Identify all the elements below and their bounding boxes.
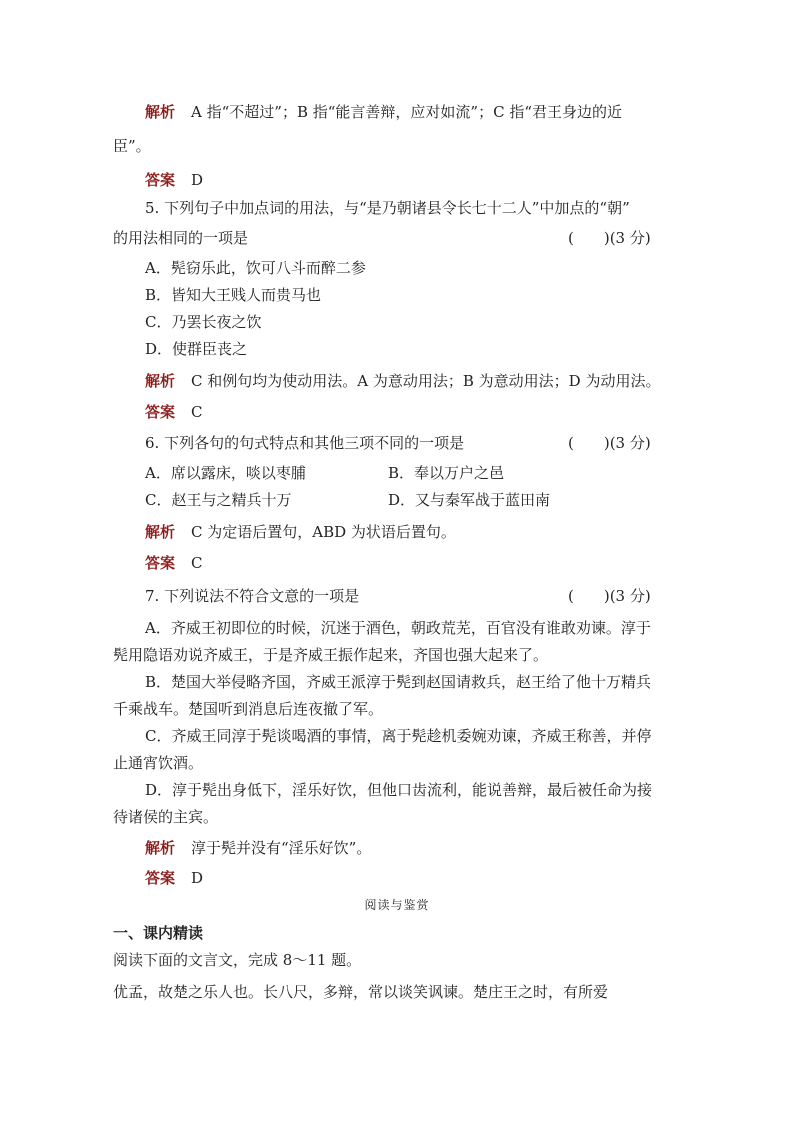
question-7-option-d-line1: D．淳于髡出身低下，淫乐好饮，但他口齿流利，能说善辩，最后被任命为接	[145, 781, 653, 799]
answer-value: D	[191, 869, 204, 887]
part-title: 一、课内精读	[113, 924, 204, 942]
question-5-stem-line2: 的用法相同的一项是	[113, 229, 249, 247]
answer-value: D	[191, 171, 204, 189]
analysis-label: 解析	[145, 523, 176, 541]
question-6-analysis	[145, 522, 456, 542]
answer-label: 答案	[145, 554, 176, 572]
answer-value: C	[191, 403, 203, 421]
question-5-option-d: D．使群臣丧之	[145, 340, 248, 358]
question-5-analysis	[145, 371, 660, 391]
analysis-text: 淳于髡并没有“淫乐好饮”。	[191, 839, 372, 857]
question-5-option-b: B．皆知大王贱人而贵马也	[145, 286, 322, 304]
question-6-score: ( )(3 分)	[568, 434, 651, 452]
analysis-line	[145, 102, 622, 122]
question-6-answer	[145, 553, 203, 573]
question-5-option-c: C．乃罢长夜之饮	[145, 313, 262, 331]
analysis-text: C 和例句均为使动用法。A 为意动用法；B 为意动用法；D 为动用法。	[191, 372, 661, 390]
question-7-answer	[145, 868, 203, 888]
answer-label: 答案	[145, 171, 176, 189]
question-7-stem: 7. 下列说法不符合文意的一项是	[145, 587, 360, 605]
question-5-option-a: A．髡窃乐此，饮可八斗而醉二参	[145, 259, 366, 277]
question-5-stem-line1: 5. 下列句子中加点词的用法，与“是乃朝诸县令长七十二人”中加点的“朝”	[145, 199, 630, 217]
question-6-option-d: D．又与秦军战于蓝田南	[388, 491, 551, 509]
analysis-label: 解析	[145, 372, 176, 390]
analysis-text: A 指“不超过”；B 指“能言善辩，应对如流”；C 指“君王身边的近	[191, 103, 622, 121]
answer-value: C	[191, 554, 203, 572]
question-5-answer	[145, 402, 203, 422]
question-7-option-d-line2: 待诸侯的主宾。	[113, 808, 219, 826]
question-7-score: ( )(3 分)	[568, 587, 651, 605]
question-7-option-b-line2: 千乘战车。楚国听到消息后连夜撤了军。	[113, 700, 384, 718]
question-7-option-c-line2: 止通宵饮酒。	[113, 754, 204, 772]
question-6-option-c: C．赵王与之精兵十万	[145, 491, 292, 509]
question-7-option-c-line1: C．齐威王同淳于髡谈喝酒的事情，离于髡趁机委婉劝谏，齐威王称善，并停	[145, 727, 652, 745]
passage-line: 优孟，故楚之乐人也。长八尺，多辩，常以谈笑讽谏。楚庄王之时，有所爱	[113, 983, 609, 1001]
answer-label: 答案	[145, 403, 176, 421]
question-7-option-b-line1: B．楚国大举侵略齐国，齐威王派淳于髡到赵国请救兵，赵王给了他十万精兵	[145, 673, 652, 691]
question-6-stem: 6. 下列各句的句式特点和其他三项不同的一项是	[145, 434, 465, 452]
analysis-label: 解析	[145, 103, 176, 121]
question-7-option-a-line2: 髡用隐语劝说齐威王，于是齐威王振作起来，齐国也强大起来了。	[113, 646, 549, 664]
analysis-continuation: 臣”。	[113, 137, 151, 155]
question-5-score: ( )(3 分)	[568, 229, 651, 247]
analysis-text: C 为定语后置句，ABD 为状语后置句。	[191, 523, 456, 541]
question-7-option-a-line1: A．齐威王初即位的时候，沉迷于酒色，朝政荒芜，百官没有谁敢劝谏。淳于	[145, 619, 651, 637]
answer-label: 答案	[145, 869, 176, 887]
question-6-option-b: B．奉以万户之邑	[388, 464, 505, 482]
reading-instruction: 阅读下面的文言文，完成 8～11 题。	[113, 951, 362, 969]
analysis-label: 解析	[145, 839, 176, 857]
question-6-option-a: A．席以露床，啖以枣脯	[145, 464, 306, 482]
answer-line	[145, 170, 203, 190]
question-7-analysis	[145, 838, 371, 858]
section-heading: 阅读与鉴赏	[364, 898, 430, 912]
